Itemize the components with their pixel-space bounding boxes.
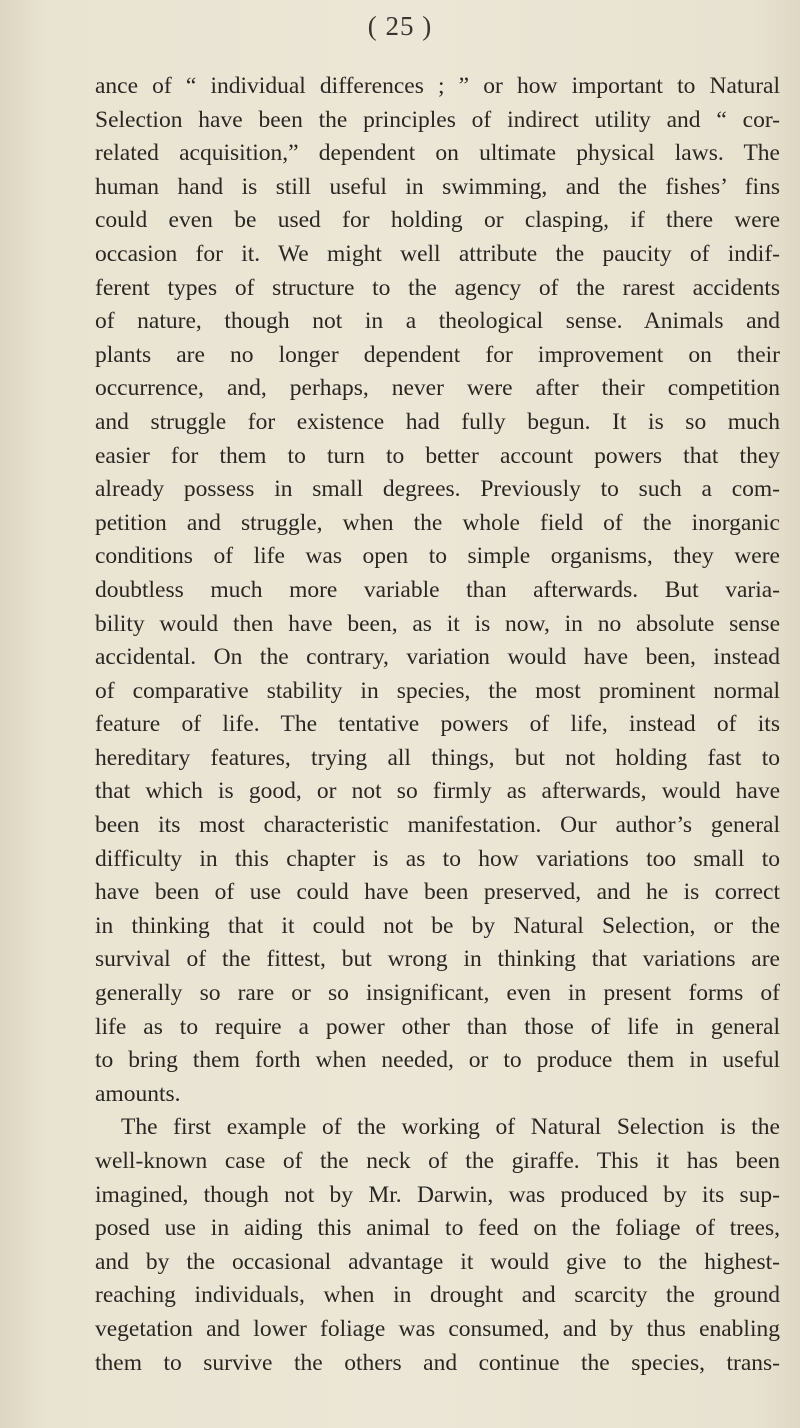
text-line: posed use in aiding this animal to feed on the foliage of trees, [95,1215,780,1242]
text-line: The first example of the working of Natural Selection is the [121,1114,780,1141]
text-line: conditions of life was open to simple organisms, they were [95,543,780,570]
text-line: them to survive the others and continue the species, trans- [95,1349,780,1376]
text-line: related acquisition,” dependent on ultimate physical laws. The [95,140,780,167]
text-line: imagined, though not by Mr. Darwin, was produced by its sup- [95,1181,780,1208]
text-line: doubtless much more variable than afterwards. But varia- [95,576,780,603]
text-line: and by the occasional advantage it would give to the highest- [95,1248,780,1275]
text-line: of comparative stability in species, the most prominent normal [95,677,780,704]
text-line: ferent types of structure to the agency of the rarest accidents [95,274,780,301]
text-line: feature of life. The tentative powers of life, instead of its [95,711,780,738]
paragraph-2 [95,1111,780,1380]
text-line: and struggle for existence had fully begun. It is so much [95,408,780,435]
text-line: vegetation and lower foliage was consumed, and by thus enabling [95,1315,780,1342]
text-line: Selection have been the principles of indirect utility and “ cor- [95,106,780,133]
text-line: reaching individuals, when in drought and scarcity the ground [95,1282,780,1309]
text-line: generally so rare or so insignificant, even in present forms of [95,980,780,1007]
text-line: occasion for it. We might well attribute the paucity of indif- [95,240,780,267]
text-line: have been of use could have been preserved, and he is correct [95,879,780,906]
text-line: well-known case of the neck of the giraffe. This it has been [95,1148,780,1174]
text-line: life as to require a power other than those of life in general [95,1013,780,1040]
paragraph-1 [95,70,780,1111]
text-line: bility would then have been, as it is now, in no absolute sense [95,610,780,637]
text-line: that which is good, or not so firmly as afterwards, would have [95,778,780,805]
text-line: been its most characteristic manifestation. Our author’s general [95,812,780,839]
text-line: plants are no longer dependent for improvement on their [95,341,780,368]
text-line: occurrence, and, perhaps, never were after their competition [95,375,780,402]
text-line: ance of “ individual differences ; ” or how important to Natural [95,73,780,99]
text-line: in thinking that it could not be by Natural Selection, or the [95,912,780,939]
body-text [95,70,780,1380]
text-line: human hand is still useful in swimming, and the fishes’ fins [95,173,780,200]
text-line: survival of the fittest, but wrong in thinking that variations are [95,946,780,973]
text-line: petition and struggle, when the whole field of the inorganic [95,509,780,536]
text-line: to bring them forth when needed, or to produce them in useful [95,1047,780,1074]
text-line: easier for them to turn to better account powers that they [95,442,780,469]
text-line: could even be used for holding or clasping, if there were [95,207,780,234]
text-line: accidental. On the contrary, variation would have been, instead [95,644,780,671]
page-number: ( 25 ) [367,11,433,41]
text-line: already possess in small degrees. Previously to such a com- [95,476,780,503]
text-line: difficulty in this chapter is as to how variations too small to [95,845,780,872]
text-line: of nature, though not in a theological sense. Animals and [95,308,780,335]
text-line: amounts. [95,1080,181,1107]
text-line: hereditary features, trying all things, but not holding fast to [95,744,780,771]
